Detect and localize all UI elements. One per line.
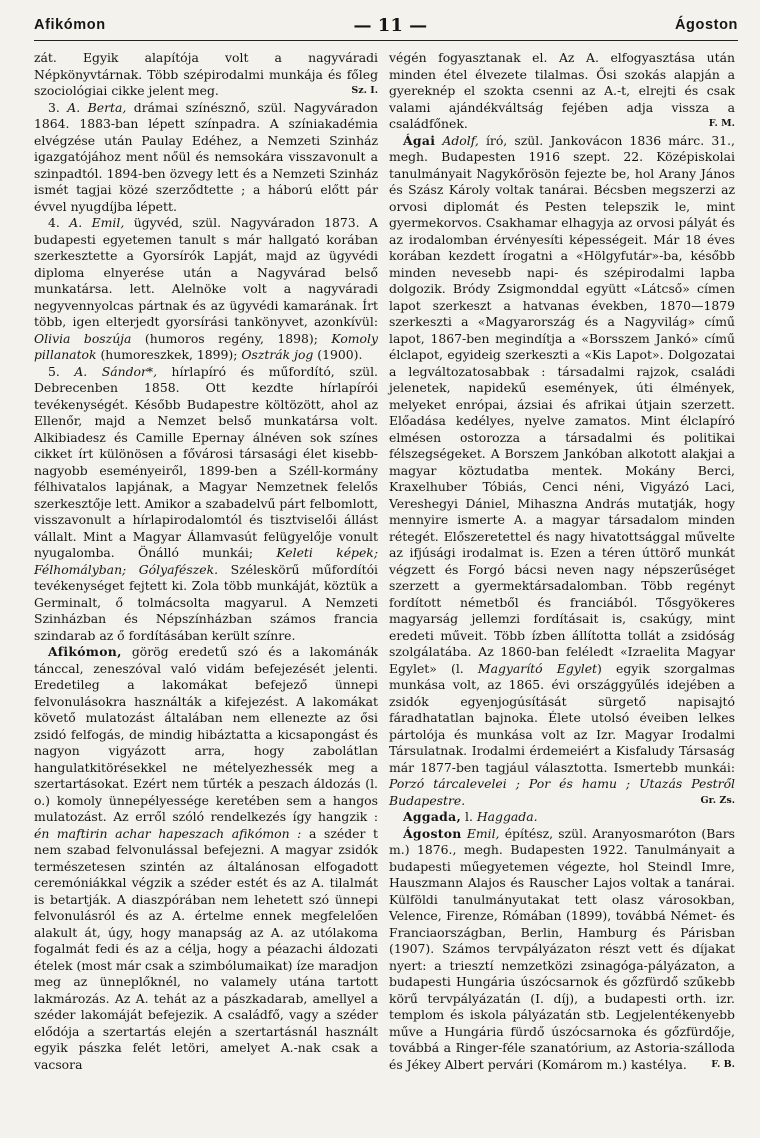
- italic-text: én maftirin achar hapeszach afikómon :: [34, 825, 302, 841]
- entry-paragraph: [389, 50, 735, 133]
- running-head-left: Afikómon: [34, 17, 106, 33]
- body-text: drámai színésznő, szül. Nagyváradon 1864. 1883-ban lépett színpadra. A színiakadémia elvégzése után Paulay Edéhez, a Nemzeti Szinház igazgatójához ment nőül és nemsokára visszavonult a szinpadtól. 1894-ben özvegy lett és a Nemzeti Szinház ismét tagjai közé szerződtette ; a háború előtt pár évvel nyugdíjba lépett.: [34, 99, 378, 214]
- entry-paragraph: [389, 809, 735, 826]
- entry-paragraph: [34, 644, 378, 1073]
- body-text: (humoreszkek, 1899);: [96, 347, 242, 362]
- entry-headword: Aggada,: [403, 809, 462, 824]
- italic-text: Adolf,: [442, 132, 479, 148]
- body-text: Széleskörű műfordítói tevékenységet fejtett ki. Zola több munkáját, köztük a Germinalt, ő tolmácsolta magyarul. A Nemzeti Szinházban és Népszínházban számos francia szindarab az ő fordításában került színre.: [34, 561, 378, 643]
- body-text: 5.: [48, 363, 75, 379]
- author-signature: F. M.: [708, 118, 735, 129]
- body-text: író, szül. Jankovácon 1836 márc. 31., megh. Budapesten 1916 szept. 22. Középiskolai tanulmányait Nagykőrösön fejezte be, hol Arany János és Szász Károly voltak tanárai. Bécsben megszerzi az orvosi diplomát és Pesten telepszik le, mint gyermekorvos. Csakhamar elhagyja az orvosi pályát és az irodalomban érvényesíti képességeit. Már 18 éves korában kezdett írogatni a «Hölgyfutár»-ba, később minden nevesebb napi- és szépirodalmi lapba dolgozik. Bródy Zsigmonddal együtt «Látcső» címen lapot szerkeszt a hatvanas években, 1870—1879 szerkeszti a «Magyarország és a Nagyvilág» című lapot, 1867-ben megindítja a «Borsszem Jankó» című élclapot, egyideig szerkeszti a «Kis Lapot». Dolgozatai a legváltozatosabbak : társadalmi rajzok, családi jelenetek, napidekű események, úti élmények, melyeket enrópai, ázsiai és afrikai útjain szerzett. Előadása kedélyes, nyelve zamatos. Mint élclapíró elmésen ostorozza a társadalmi és politikai félszegségeket. A Borszem Jankóban alkotott alakjai a magyar köztudatba mentek. Mokány Berci, Kraxelhuber Tóbiás, Cenci néni, Vigyázó Laci, Vereshegyi Dániel, Mihaszna András mutatják, hogy mennyire ismerte A. a magyar társadalom minden rétegét. Előszeretettel és nagy hivatottsággal művelte az ifjúsági irodalmat is. Ezen a téren úttörő munkát végzett és Forgó bácsi neven nagy népszerűséget szerzett a gyermektársadalomban. Több regényt fordított németből és franciából. Tősgyökeres magyarság jellemzi fordításait is, csakúgy, mint eredeti műveit. Több ízben állította tollát a zsidóság szolgálatába. Az 1860-ban feléledt «Izraelita Magyar Egylet» (l.: [389, 132, 735, 676]
- entry-paragraph: [389, 133, 735, 810]
- entry-paragraph: [34, 364, 378, 645]
- entry-paragraph: [34, 100, 378, 216]
- running-head-right: Ágoston: [674, 17, 738, 33]
- left-column: [34, 50, 378, 1073]
- body-text: 4.: [48, 215, 70, 230]
- page-header: [34, 10, 738, 41]
- entry-paragraph: [389, 826, 735, 1074]
- body-text: görög eredetű szó és a lakománák tánccal, zeneszóval való vidám befejezését jelenti. Eredetileg a lakomákat befejező ünnepi felvonulásokra használták a kifejezést. A lakomákat követő mulatozást általában nem ellenezte az ősi zsidó felfogás, de mindig hibáztatta a kicsapongást és nagyon vigyázott arra, hogy zabolátlan hangulatkitörésekkel ne mételyezhessék meg a szertartásokat. Ezért nem tűrték a peszach áldozás (l. o.) komoly ünnepélyessége keretében sem a hangos mulatozást. Az erről szóló rendelkezés így hangzik :: [34, 644, 378, 824]
- body-text: ) egyik szorgalmas munkása volt, az 1865. évi országgyűlés idejében a zsidók egyenjogúsítását sürgető napisajtó fáradhatatlan bajnoka. Élete utolsó éveiben lelkes pártolója és munkása volt az Izr. Magyar Irodalmi Társulatnak. Irodalmi érdemeiért a Kisfaludy Társaság már 1877-ben tagjául választotta. Ismertebb munkái:: [389, 660, 735, 775]
- italic-text: Porzó tárcalevelei ; Por és hamu ; Utazás Pestről Budapestre.: [389, 776, 735, 808]
- body-text: építész, szül. Aranyosmaróton (Bars m.) 1876., megh. Budapesten 1922. Tanulmányait a budapesti műegyetemen végezte, hol Steindl Imre, Hauszmann Alajos és Rauscher Lajos voltak a tanárai. Külföldi tanulmányutakat tett olasz városokban, Velence, Firenze, Rómában (1899), továbbá Német- és Franciaországban, Berlin, Hamburg és Párisban (1907). Számos tervpályázaton részt vett és díjakat nyert: a triesztí nemzetközi zsinagóga-pályázaton, a budapesti Hungária úszócsarnok és gőzfürdő szűkebb körű tervpályázatán (I. díj), a budapesti orth. izr. templom és iskola pályázatán stb. Legjelentékenyebb műve a Hungária fürdő úszócsarnoka és gőzfürdője, továbbá a Ringer-féle szanatórium, az Astoria-szálloda és Jékey Albert pervári (Komárom m.) kastélya.: [389, 825, 735, 1072]
- body-text: végén fogyasztanak el. Az A. elfogyasztása után minden étel élvezete tilalmas. Ősi szokás alapján a gyereknép el szokta csenni az A.-t, elrejti és csak valami ajándékváltság fejében adja vissza a családfőnek.: [389, 50, 735, 131]
- body-text: l.: [461, 809, 477, 824]
- author-signature: Gr. Zs.: [700, 794, 735, 806]
- italic-text: Emil,: [466, 825, 500, 841]
- body-text: 3.: [48, 99, 68, 115]
- italic-text: Keleti képek; Félhomályban; Gólyafészek.: [34, 545, 378, 577]
- entry-headword: Ágoston: [403, 825, 462, 841]
- italic-text: Haggada.: [476, 809, 538, 824]
- body-text: (1900).: [313, 347, 363, 362]
- entry-paragraph: [34, 215, 378, 364]
- body-text: zát. Egyik alapítója volt a nagyváradi Népkönyvtárnak. Több szépirodalmi munkája és főleg szociológiai cikke jelent meg.: [34, 50, 378, 98]
- body-text: hírlapíró és műfordító, szül. Debrecenben 1858. Ott kezdte hírlapírói tevékenységét. Később Budapestre költözött, ahol az Ellenőr, majd a Nemzet belső munkatársa volt. Alkibiadesz és Camille Epernay álnéven sok színes cikket írt különösen a fővárosi társasági élet kisebb-nagyobb eseményeiről, 1899-ben a Széll-kormány félhivatalos lapjának, a Magyar Nemzetnek felelős szerkesztője lett. Amikor a szabadelvű párt felbomlott, visszavonult a hírlapirodalomtól és tisztviselői állást vállalt. Mint a Magyar Államvasút felügyelője vonult nyugalomba. Önálló munkái;: [34, 363, 378, 560]
- entry-headword: Afikómon,: [48, 644, 122, 659]
- italic-text: A. Berta,: [67, 99, 127, 115]
- italic-text: Olivia boszúja: [34, 330, 132, 346]
- italic-text: Osztrák jog: [241, 347, 314, 362]
- body-text: a széder t nem szabad felvonulással befejezni. A magyar zsidók természetesen szintén az általánosan elfogadott ceremóniákkal végzik a széder estét és az A. tilalmát is betartják. A diaszpórában nem lehetett szó ünnepi felvonulásról és az A. értelme ennek megfelelően alakult át, úgy, hogy manapság az A. az utólakoma fogalmát fedi és az a célja, hogy a péazachi áldozati ételek (most már csak a szimbólumaikat) íze maradjon meg az ünneplőknél, no valamely utána tartott lakmározás. Az A. tehát az a pászkadarab, amellyel a széder lakomáját befejezik. A családfő, vagy a széder elődója a szertartás elején a szertartásnál használt egyik pászka felét letöri, amelyet A.-nak csak a vacsora: [34, 825, 379, 1072]
- page-number: — 11 —: [353, 14, 428, 36]
- entry-headword: Ágai: [403, 132, 436, 148]
- body-text: (humoros regény, 1898);: [131, 330, 332, 346]
- author-signature: F. B.: [711, 1058, 735, 1070]
- italic-text: A. Emil,: [69, 215, 125, 230]
- author-signature: Sz. I.: [351, 85, 378, 96]
- right-column: [389, 50, 735, 1073]
- italic-text: Magyarító Egylet: [477, 660, 598, 676]
- italic-text: Komoly pillanatok: [34, 330, 378, 362]
- entry-paragraph: [34, 50, 378, 100]
- body-text: ügyvéd, szül. Nagyváradon 1873. A budapesti egyetemen tanult s már hallgató korában szerkesztette a Gyorsírók Lapját, majd az ügyvédi diploma elnyerése után a Nagyvárad belső munkatársa. lett. Alelnöke volt a nagyváradi negyvennyolcas pártnak és az ügyvédi kamarának. Írt több, igen elterjedt gyorsírási tankönyvet, azonkívül:: [34, 215, 379, 329]
- italic-text: A. Sándor*,: [74, 363, 158, 379]
